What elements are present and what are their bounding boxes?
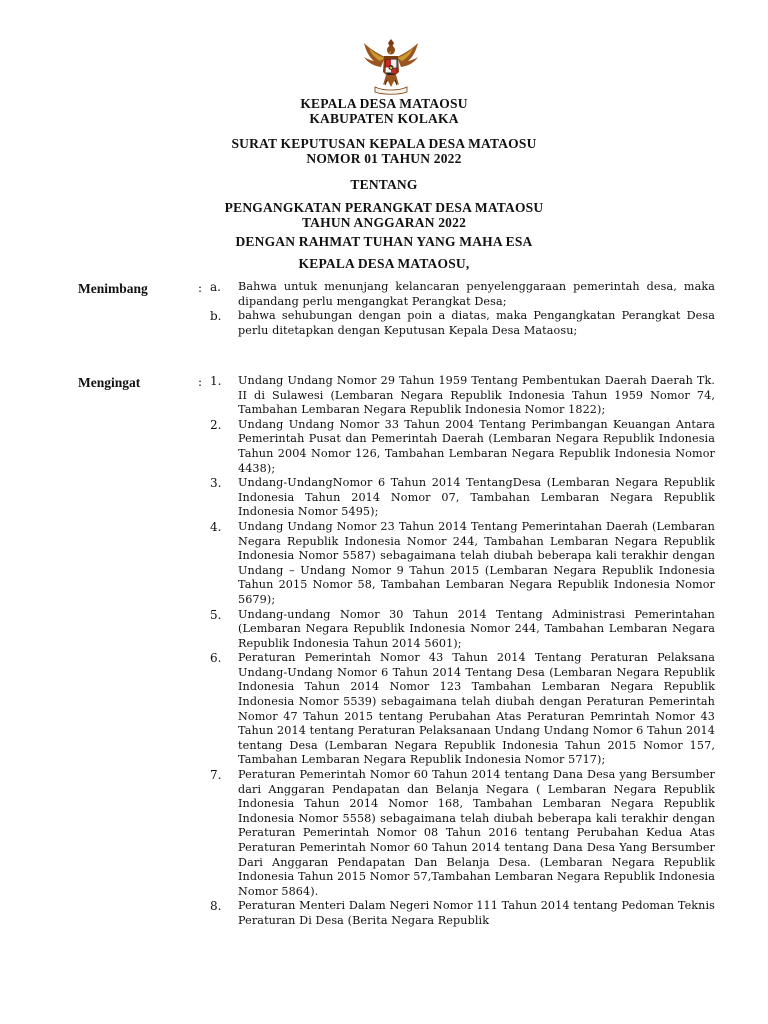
header-subject (0, 200, 768, 230)
menimbang-label: Menimbang (78, 281, 148, 296)
list-item-marker: 3. (210, 476, 222, 491)
mengingat-list (210, 374, 715, 929)
menimbang-list (210, 280, 715, 338)
header-line-tentang: TENTANG (350, 177, 418, 192)
list-item (210, 520, 715, 608)
list-item-text: Peraturan Pemerintah Nomor 43 Tahun 2014 Tentang Peraturan Pelaksana Undang-Undang Nomor 6 Tahun 2014 Tentang Desa (Lembaran Negara Republik Indonesia Tahun 2014 Nomor 123 Tambahan Lembaran Negara Republik Indonesia Nomor 5539) sebagaimana telah diubah dengan Peraturan Pemerintah Nomor 47 Tahun 2015 tentang Perubahan Atas Peraturan Pemrintah Nomor 43 Tahun 2014 tentang Peraturan Pelaksanaan Undang Undang Nomor 6 Tahun 2014 tentang Desa (Lembaran Negara Republik Indonesia Tahun 2015 Nomor 157, Tambahan Lembaran Negara Republik Indonesia Nomor 5717); (238, 651, 715, 767)
list-item-text: Peraturan Menteri Dalam Negeri Nomor 111 Tahun 2014 tentang Pedoman Teknis Peraturan Di Desa (Berita Negara Republik (238, 899, 715, 927)
header-line-decree-title: SURAT KEPUTUSAN KEPALA DESA MATAOSU (231, 136, 537, 151)
list-item-marker: 1. (210, 374, 222, 388)
header-line-invocation: DENGAN RAHMAT TUHAN YANG MAHA ESA (235, 234, 533, 249)
header-line-issuer: KEPALA DESA MATAOSU, (298, 256, 470, 271)
header-line-village-head: KEPALA DESA MATAOSU (300, 96, 468, 111)
list-item-text: Undang Undang Nomor 23 Tahun 2014 Tentang Pemerintahan Daerah (Lembaran Negara Republik Indonesia Nomor 244, Tambahan Lembaran Negara Republik Indonesia Nomor 5587) sebagaimana telah diubah beberapa kali terakhir dengan Undang – Undang Nomor 9 Tahun 2015 (Lembaran Negara Republik Indonesia Tahun 2015 Nomor 58, Tambahan Lembaran Negara Republik Indonesia Nomor 5679); (238, 519, 715, 606)
list-item (210, 418, 715, 476)
header-line-regency: KABUPATEN KOLAKA (309, 111, 459, 126)
list-item-marker: 6. (210, 651, 222, 666)
mengingat-label: Mengingat (78, 375, 141, 390)
list-item-marker: 8. (210, 899, 222, 914)
list-item-text: Peraturan Pemerintah Nomor 60 Tahun 2014 tentang Dana Desa yang Bersumber dari Anggaran Pendapatan dan Belanja Negara ( Lembaran Negara Republik Indonesia Tahun 2014 Nomor 168, Tambahan Lembaran Negara Republik Indonesia Nomor 5558) sebagaimana telah diubah beberapa kali terakhir dengan Peraturan Pemerintah Nomor 08 Tahun 2016 tentang Perubahan Kedua Atas Peraturan Pemerintah Nomor 60 Tahun 2014 tentang Dana Desa Yang Bersumber Dari Anggaran Pendapatan Dan Belanja Desa. (Lembaran Negara Republik Indonesia Tahun 2015 Nomor 57,Tambahan Lembaran Negara Republik Indonesia Nomor 5864). (238, 768, 715, 898)
list-item (210, 768, 715, 899)
header-authority (0, 96, 768, 126)
header-invocation (0, 234, 768, 249)
list-item (210, 899, 715, 928)
list-item (210, 476, 715, 520)
list-item-text: Undang-undang Nomor 30 Tahun 2014 Tentang Administrasi Pemerintahan (Lembaran Negara Republik Indonesia Nomor 244, Tambahan Lembaran Negara Republik Indonesia Tahun 2014 5601); (238, 607, 715, 650)
list-item-marker: a. (210, 280, 221, 294)
list-item-text: Undang-UndangNomor 6 Tahun 2014 TentangDesa (Lembaran Negara Republik Indonesia Tahun 2014 Nomor 07, Tambahan Lembaran Negara Republik Indonesia Nomor 5495); (238, 476, 715, 519)
list-item-text: Bahwa untuk menunjang kelancaran penyelenggaraan pemerintah desa, maka dipandang perlu mengangkat Perangkat Desa; (238, 280, 715, 308)
garuda-emblem-icon (361, 39, 421, 95)
header-decree (0, 136, 768, 166)
list-item-marker: 5. (210, 607, 222, 622)
header-issuer (0, 256, 768, 271)
list-item (210, 608, 715, 652)
list-item (210, 651, 715, 768)
header-line-decree-number: NOMOR 01 TAHUN 2022 (306, 151, 462, 166)
list-item-text: bahwa sehubungan dengan poin a diatas, maka Pengangkatan Perangkat Desa perlu ditetapkan dengan Keputusan Kepala Desa Mataosu; (238, 309, 715, 337)
header-line-budget-year: TAHUN ANGGARAN 2022 (301, 215, 467, 230)
header-tentang (0, 177, 768, 192)
list-item-marker: 7. (210, 768, 222, 783)
list-item (210, 374, 715, 418)
menimbang-colon: : (198, 281, 203, 295)
list-item-text: Undang Undang Nomor 33 Tahun 2004 Tentang Perimbangan Keuangan Antara Pemerintah Pusat dan Pemerintah Daerah (Lembaran Negara Republik Indonesia Tahun 2004 Nomor 126, Tambahan Lembaran Negara Republik Indonesia Nomor 4438); (238, 417, 715, 475)
list-item (210, 280, 715, 309)
list-item-marker: 2. (210, 417, 222, 432)
mengingat-colon: : (198, 375, 203, 389)
header-line-subject: PENGANGKATAN PERANGKAT DESA MATAOSU (224, 200, 544, 215)
list-item-marker: b. (210, 309, 222, 324)
list-item-text: Undang Undang Nomor 29 Tahun 1959 Tentang Pembentukan Daerah Daerah Tk. II di Sulawesi (Lembaran Negara Republik Indonesia Tahun 1959 Nomor 74, Tambahan Lembaran Negara Republik Indonesia Nomor 1822); (238, 374, 715, 417)
list-item (210, 309, 715, 338)
list-item-marker: 4. (210, 519, 222, 534)
